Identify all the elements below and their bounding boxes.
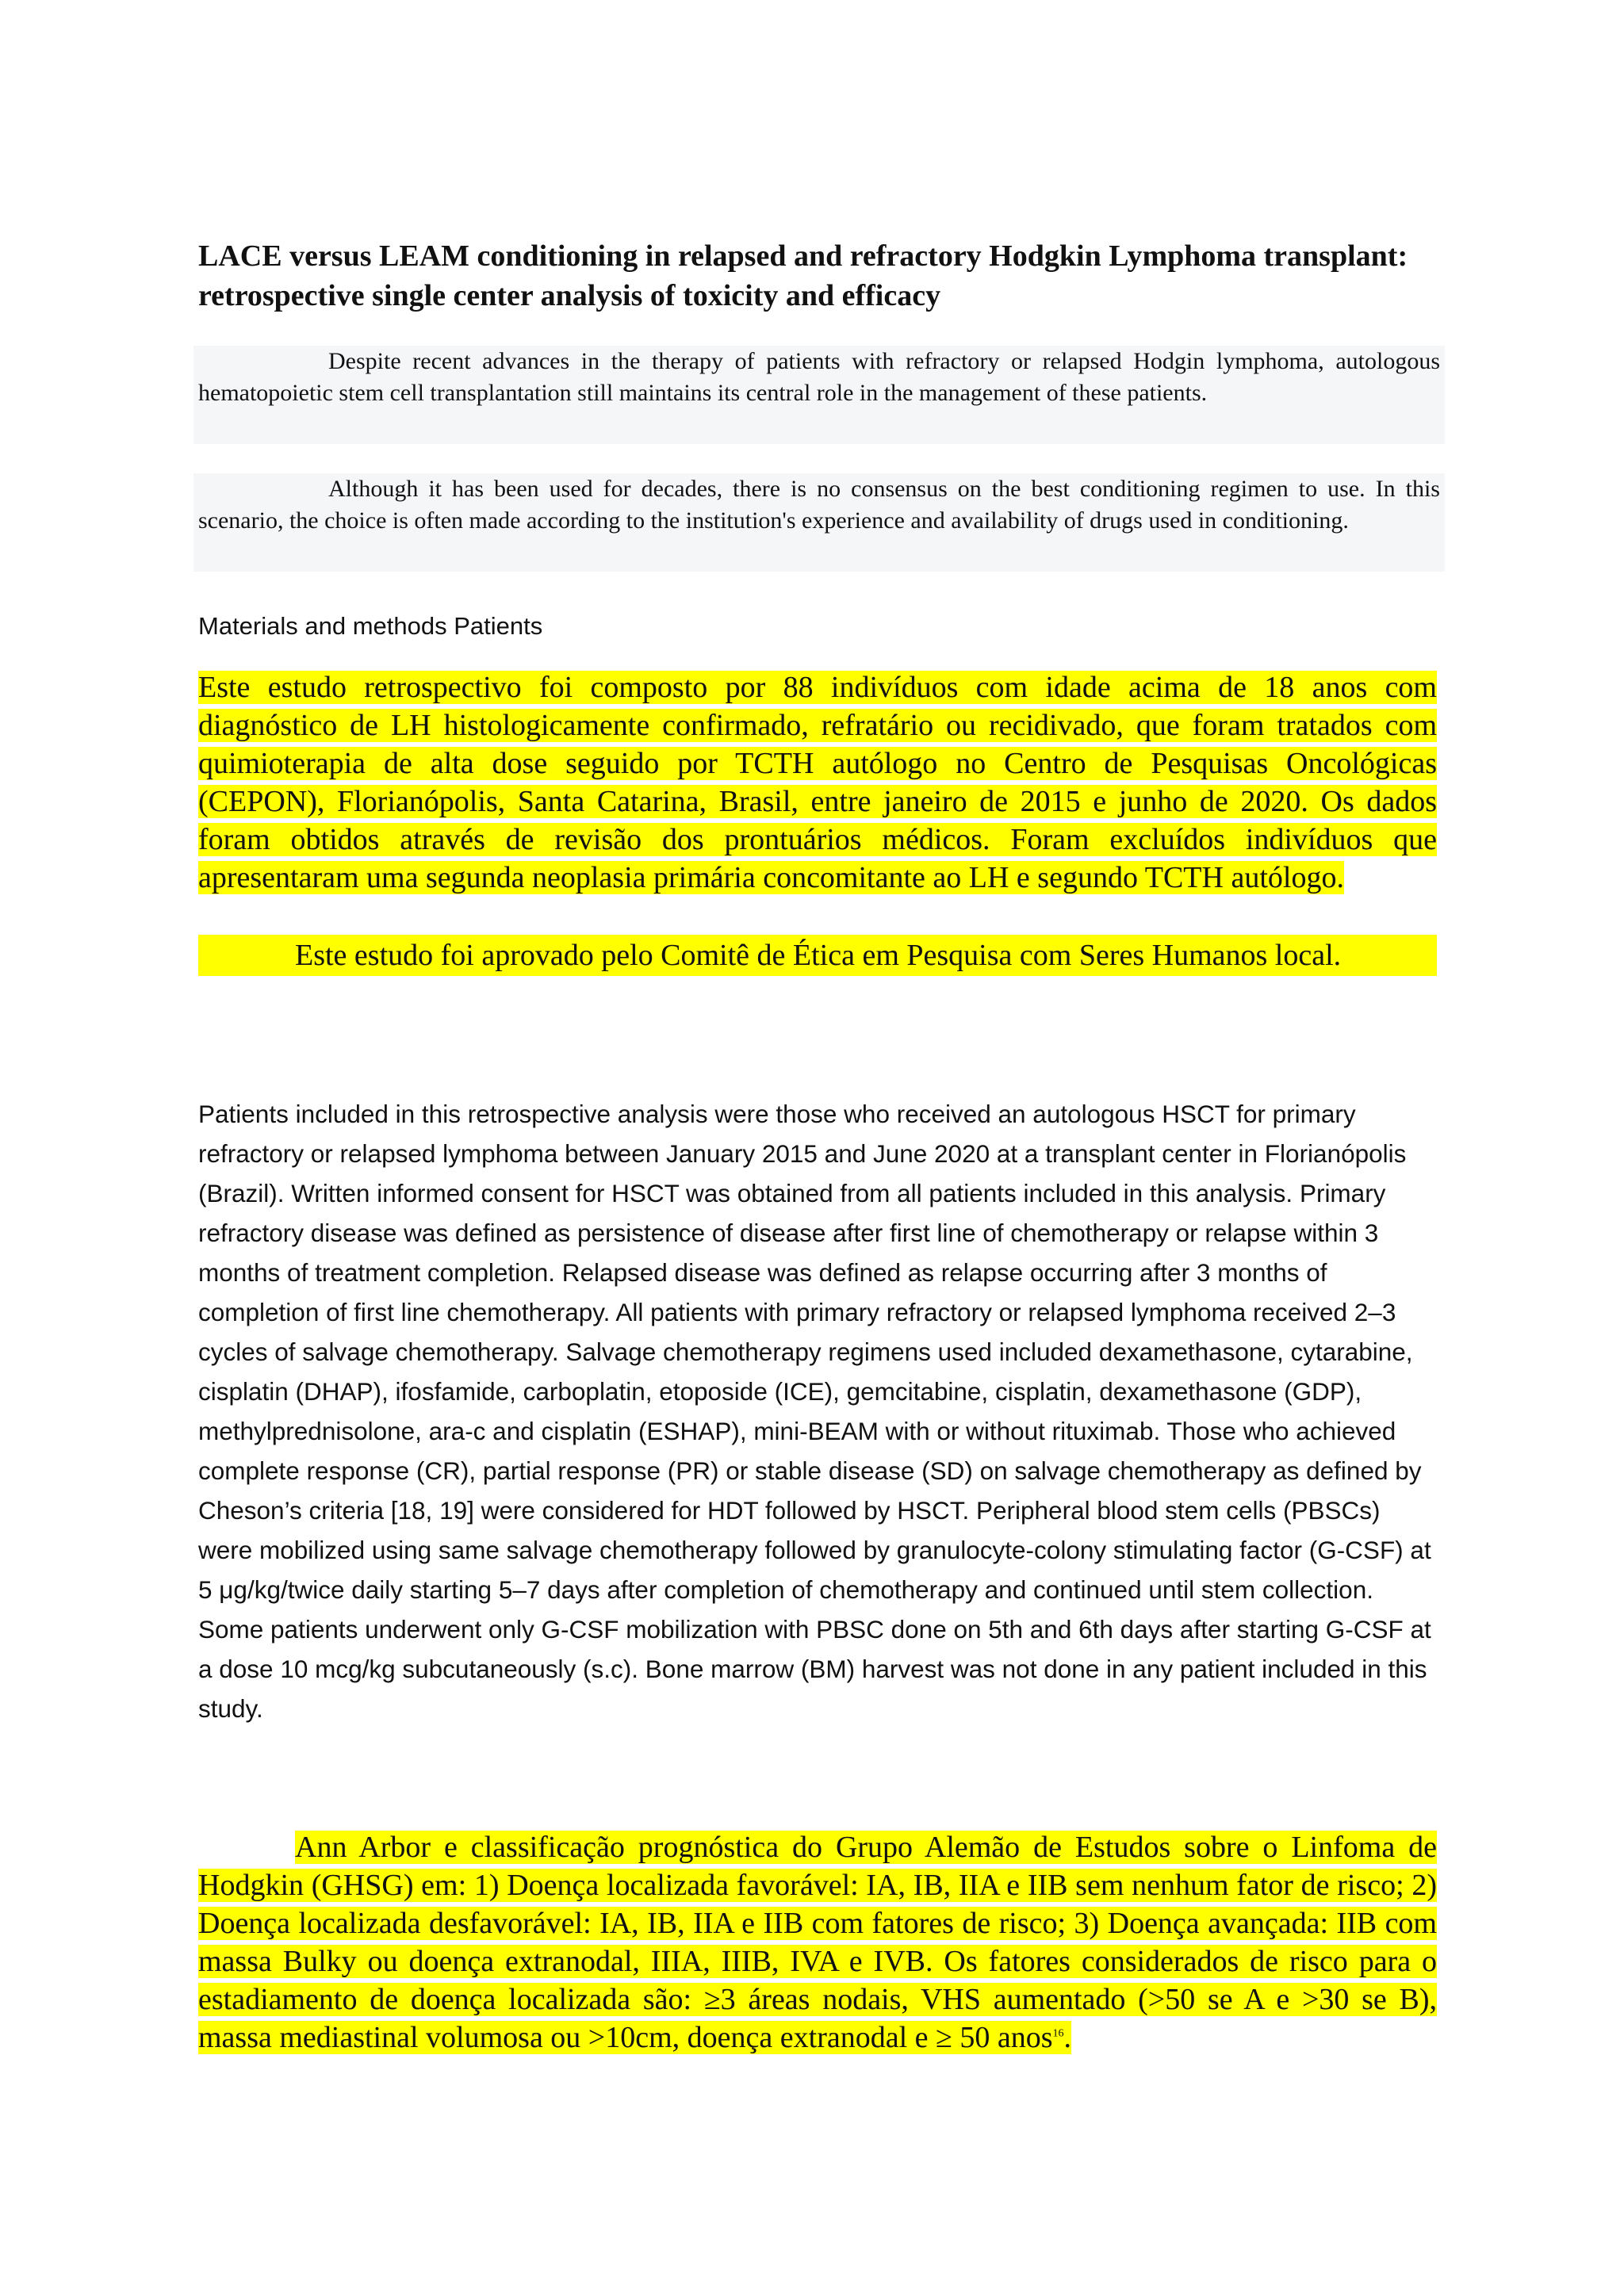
- portuguese-paragraph-2: [198, 1828, 1437, 2057]
- intro-paragraph-1: Despite recent advances in the therapy of patients with refractory or relapsed Hodgin lymphoma, autologous hematopoietic stem cell transplantation still maintains its central role in the management of these patients.: [193, 346, 1445, 444]
- document-title: LACE versus LEAM conditioning in relapsed and refractory Hodgkin Lymphoma transplant: retrospective single center analysis of toxicity and efficacy: [198, 239, 1408, 312]
- highlighted-text: Este estudo retrospectivo foi composto por 88 indivíduos com idade acima de 18 anos com diagnóstico de LH histologicamente confirmado, refratário ou recidivado, que foram tratados com quimioterapia de alta dose seguido por TCTH autólogo no Centro de Pesquisas Oncológicas (CEPON), Florianópolis, Santa Catarina, Brasil, entre janeiro de 2015 e junho de 2020. Os dados foram obtidos através de revisão dos prontuários médicos. Foram excluídos indivíduos que apresentaram uma segunda neoplasia primária concomitante ao LH e segundo TCTH autólogo.: [198, 671, 1437, 894]
- portuguese-paragraph-1: [198, 668, 1437, 897]
- highlighted-staging-text: [198, 1831, 1437, 2054]
- trailing-period: .: [1063, 2021, 1072, 2054]
- staging-text: Ann Arbor e classificação prognóstica do Grupo Alemão de Estudos sobre o Linfoma de Hodgkin (GHSG) em: 1) Doença localizada favorável: IA, IB, IIA e IIB sem nenhum fator de risco; 2) Doença localizada desfavorável: IA, IB, IIA e IIB com fatores de risco; 3) Doença avançada: IIB com massa Bulky ou doença extranodal, IIIA, IIIB, IVA e IVB. Os fatores considerados de risco para o estadiamento de doença localizada são: ≥3 áreas nodais, VHS aumentado (>50 se A e >30 se B), massa mediastinal volumosa ou >10cm, doença extranodal e ≥ 50 anos: [198, 1831, 1437, 2054]
- section-heading: Materials and methods Patients: [198, 612, 543, 640]
- intro-paragraph-2: Although it has been used for decades, there is no consensus on the best conditioning regimen to use. In this scenario, the choice is often made according to the institution's experience and availability of drugs used in conditioning.: [193, 473, 1445, 572]
- english-methods-paragraph: Patients included in this retrospective analysis were those who received an autologous HSCT for primary refractory or relapsed lymphoma between January 2015 and June 2020 at a transplant center in Florianópolis (Brazil). Written informed consent for HSCT was obtained from all patients included in this analysis. Primary refractory disease was defined as persistence of disease after first line of chemotherapy or relapse within 3 months of treatment completion. Relapsed disease was defined as relapse occurring after 3 months of completion of first line chemotherapy. All patients with primary refractory or relapsed lymphoma received 2–3 cycles of salvage chemotherapy. Salvage chemotherapy regimens used included dexamethasone, cytarabine, cisplatin (DHAP), ifosfamide, carboplatin, etoposide (ICE), gemcitabine, cisplatin, dexamethasone (GDP), methylprednisolone, ara-c and cisplatin (ESHAP), mini-BEAM with or without rituximab. Those who achieved complete response (CR), partial response (PR) or stable disease (SD) on salvage chemotherapy as defined by Cheson’s criteria [18, 19] were considered for HDT followed by HSCT. Peripheral blood stem cells (PBSCs) were mobilized using same salvage chemotherapy followed by granulocyte-colony stimulating factor (G-CSF) at 5 μg/kg/twice daily starting 5–7 days after completion of chemotherapy and continued until stem collection. Some patients underwent only G-CSF mobilization with PBSC done on 5th and 6th days after starting G-CSF at a dose 10 mcg/kg subcutaneously (s.c). Bone marrow (BM) harvest was not done in any patient included in this study.: [198, 1100, 1431, 1723]
- reference-superscript: 16: [1052, 2027, 1064, 2040]
- ethics-approval-line: Este estudo foi aprovado pelo Comitê de Ética em Pesquisa com Seres Humanos local.: [198, 935, 1437, 976]
